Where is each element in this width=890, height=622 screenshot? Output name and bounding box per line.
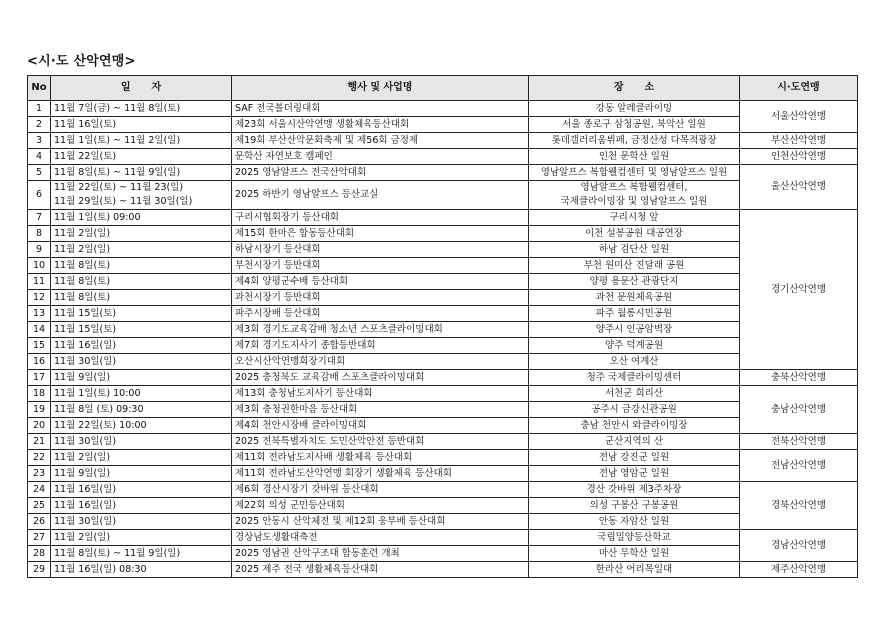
row-number: 16 — [28, 354, 51, 370]
table-row — [28, 546, 858, 562]
event-date — [51, 562, 232, 578]
table-row — [28, 402, 858, 418]
event-date — [51, 530, 232, 546]
row-number: 17 — [28, 370, 51, 386]
date-line: 11월 16일(일) 08:30 — [54, 563, 147, 575]
date-line: 11월 29일(토) ~ 11월 30일(일) — [54, 196, 193, 207]
event-date — [51, 322, 232, 338]
event-name: 제3회 경기도교육감배 청소년 스포츠클라이밍대회 — [232, 322, 529, 338]
event-name: 경상남도생활대축전 — [232, 530, 529, 546]
event-place — [529, 450, 740, 466]
place-line: 오산 여계산 — [609, 355, 659, 367]
place-line: 양주시 인공암벽장 — [595, 323, 673, 335]
place-line: 롯데갤러리움뷔페, 금정산성 다목적광장 — [551, 134, 717, 146]
row-number: 4 — [28, 149, 51, 165]
date-line: 11월 16일(일) — [54, 499, 117, 511]
table-row — [28, 290, 858, 306]
event-date — [51, 386, 232, 402]
event-name: 2025 전북특별자치도 도민산악안전 등반대회 — [232, 434, 529, 450]
place-line: 부천 원미산 진달래 공원 — [583, 259, 685, 271]
row-number: 6 — [28, 181, 51, 210]
event-place — [529, 133, 740, 149]
row-number: 8 — [28, 226, 51, 242]
table-row — [28, 133, 858, 149]
table-row — [28, 386, 858, 402]
event-date — [51, 498, 232, 514]
row-number: 10 — [28, 258, 51, 274]
table-row — [28, 242, 858, 258]
event-date — [51, 306, 232, 322]
table-row — [28, 181, 858, 210]
event-place — [529, 418, 740, 434]
date-line: 11월 1일(토) 10:00 — [54, 387, 141, 399]
table-row — [28, 466, 858, 482]
event-place — [529, 322, 740, 338]
place-line: 인천 문학산 일원 — [598, 150, 670, 162]
event-date — [51, 418, 232, 434]
federation-name: 충남산악연맹 — [740, 386, 858, 434]
place-line: 한라산 어리목일대 — [595, 563, 673, 575]
event-date — [51, 181, 232, 210]
event-name: 부천시장기 등반대회 — [232, 258, 529, 274]
event-date — [51, 290, 232, 306]
event-place — [529, 354, 740, 370]
federation-name: 제주산악연맹 — [740, 562, 858, 578]
place-line: 마산 무학산 일원 — [598, 547, 670, 559]
event-name: 문학산 자연보호 캠페인 — [232, 149, 529, 165]
table-row — [28, 530, 858, 546]
place-line: 파주 월롱시민공원 — [595, 307, 673, 319]
event-date — [51, 338, 232, 354]
event-place — [529, 338, 740, 354]
date-line: 11월 16일(일) — [54, 339, 117, 351]
place-line: 국제클라이밍장 및 영남알프스 일원 — [560, 196, 708, 207]
row-number: 7 — [28, 210, 51, 226]
col-header-no: No — [28, 76, 51, 101]
date-line: 11월 15일(토) — [54, 323, 117, 335]
date-line: 11월 7일(금) ~ 11월 8일(토) — [54, 102, 181, 114]
event-date — [51, 226, 232, 242]
row-number: 2 — [28, 117, 51, 133]
table-row — [28, 258, 858, 274]
row-number: 22 — [28, 450, 51, 466]
event-place — [529, 530, 740, 546]
place-line: 청주 국제클라이밍센터 — [586, 371, 682, 383]
place-line: 강동 알레클라이밍 — [595, 102, 673, 114]
row-number: 26 — [28, 514, 51, 530]
event-name: 2025 하반기 영남알프스 등산교실 — [232, 181, 529, 210]
table-row — [28, 450, 858, 466]
event-place — [529, 498, 740, 514]
event-name: 2025 영남권 산악구조대 합동훈련 개최 — [232, 546, 529, 562]
place-line: 영남알프스 복합웰컴센터 및 영남알프스 일원 — [540, 166, 728, 178]
date-line: 11월 1일(토) 09:00 — [54, 211, 141, 223]
event-name: 구리시협회장기 등산대회 — [232, 210, 529, 226]
federation-name: 충북산악연맹 — [740, 370, 858, 386]
event-name: 오산시산악연맹회장기대회 — [232, 354, 529, 370]
row-number: 12 — [28, 290, 51, 306]
row-number: 13 — [28, 306, 51, 322]
event-name: 과천시장기 등반대회 — [232, 290, 529, 306]
date-line: 11월 30일(일) — [54, 355, 117, 367]
date-line: 11월 15일(토) — [54, 307, 117, 319]
federation-name: 울산산악연맹 — [740, 165, 858, 210]
federation-name: 경기산악연맹 — [740, 210, 858, 370]
event-date — [51, 354, 232, 370]
place-line: 서울 종로구 삼청공원, 북악산 일원 — [562, 118, 706, 130]
event-date — [51, 466, 232, 482]
date-line: 11월 16일(토) — [54, 118, 117, 130]
col-header-org: 시·도연맹 — [740, 76, 858, 101]
row-number: 19 — [28, 402, 51, 418]
row-number: 15 — [28, 338, 51, 354]
event-place — [529, 434, 740, 450]
event-name: 제4회 천안시장배 클라이밍대회 — [232, 418, 529, 434]
date-line: 11월 30일(일) — [54, 435, 117, 447]
table-header-row — [28, 76, 858, 101]
event-name: 제13회 충청남도지사기 등산대회 — [232, 386, 529, 402]
date-line: 11월 2일(일) — [54, 243, 111, 255]
row-number: 25 — [28, 498, 51, 514]
row-number: 28 — [28, 546, 51, 562]
date-line: 11월 8일(토) — [54, 291, 111, 303]
event-place — [529, 101, 740, 117]
federation-name: 인천산악연맹 — [740, 149, 858, 165]
event-date — [51, 402, 232, 418]
federation-name: 부산산악연맹 — [740, 133, 858, 149]
event-date — [51, 258, 232, 274]
place-line: 영남알프스 복합웰컴센터, — [580, 182, 688, 193]
place-line: 공주시 금강신관공원 — [591, 403, 677, 415]
table-row — [28, 354, 858, 370]
place-line: 의성 구봉산 구봉공원 — [589, 499, 679, 511]
event-place — [529, 117, 740, 133]
date-line: 11월 8일(토) — [54, 275, 111, 287]
date-line: 11월 8일 (토) 09:30 — [54, 403, 144, 415]
place-line: 양평 용문산 관광단지 — [589, 275, 679, 287]
table-row — [28, 482, 858, 498]
row-number: 1 — [28, 101, 51, 117]
date-line: 11월 2일(일) — [54, 531, 111, 543]
event-place — [529, 562, 740, 578]
event-place — [529, 165, 740, 181]
table-row — [28, 274, 858, 290]
federation-name: 전남산악연맹 — [740, 450, 858, 482]
event-date — [51, 210, 232, 226]
event-name: 제11회 전라남도산악연맹 회장기 생활체육 등산대회 — [232, 466, 529, 482]
table-row — [28, 210, 858, 226]
row-number: 23 — [28, 466, 51, 482]
row-number: 9 — [28, 242, 51, 258]
event-date — [51, 450, 232, 466]
event-name: SAF 전국볼더링대회 — [232, 101, 529, 117]
table-row — [28, 434, 858, 450]
event-place — [529, 546, 740, 562]
event-date — [51, 101, 232, 117]
federation-name: 경북산악연맹 — [740, 482, 858, 530]
event-date — [51, 117, 232, 133]
table-row — [28, 498, 858, 514]
row-number: 20 — [28, 418, 51, 434]
event-name: 제23회 서울시산악연맹 생활체육등산대회 — [232, 117, 529, 133]
place-line: 충남 천안시 와클라이밍장 — [580, 419, 688, 431]
event-name: 제15회 한마은 합동등산대회 — [232, 226, 529, 242]
event-date — [51, 165, 232, 181]
place-line: 경산 갓바위 제3주차장 — [586, 483, 682, 495]
row-number: 18 — [28, 386, 51, 402]
event-place — [529, 149, 740, 165]
event-place — [529, 242, 740, 258]
table-row — [28, 322, 858, 338]
place-line: 하남 검단산 일원 — [598, 243, 670, 255]
place-line: 안동 자암산 일원 — [598, 515, 670, 527]
date-line: 11월 2일(일) — [54, 227, 111, 239]
table-row — [28, 562, 858, 578]
event-place — [529, 482, 740, 498]
table-row — [28, 418, 858, 434]
row-number: 29 — [28, 562, 51, 578]
date-line: 11월 9일(일) — [54, 467, 111, 479]
event-place — [529, 181, 740, 210]
event-name: 2025 충청북도 교육감배 스포츠클라이밍대회 — [232, 370, 529, 386]
place-line: 서천군 희리산 — [604, 387, 664, 399]
date-line: 11월 30일(일) — [54, 515, 117, 527]
event-place — [529, 370, 740, 386]
event-name: 제6회 경산시장기 갓바위 등산대회 — [232, 482, 529, 498]
event-place — [529, 226, 740, 242]
event-place — [529, 290, 740, 306]
place-line: 전남 영암군 일원 — [598, 467, 670, 479]
row-number: 27 — [28, 530, 51, 546]
table-row — [28, 165, 858, 181]
event-date — [51, 149, 232, 165]
table-row — [28, 370, 858, 386]
event-name: 파주시장배 등산대회 — [232, 306, 529, 322]
event-place — [529, 402, 740, 418]
event-place — [529, 466, 740, 482]
date-line: 11월 16일(일) — [54, 483, 117, 495]
date-line: 11월 8일(토) — [54, 259, 111, 271]
event-place — [529, 258, 740, 274]
event-date — [51, 482, 232, 498]
row-number: 14 — [28, 322, 51, 338]
date-line: 11월 22일(토) — [54, 150, 117, 162]
event-place — [529, 514, 740, 530]
row-number: 5 — [28, 165, 51, 181]
section-heading: <시·도 산악연맹> — [27, 54, 136, 69]
table-row — [28, 101, 858, 117]
event-place — [529, 274, 740, 290]
event-date — [51, 546, 232, 562]
place-line: 양주 덕계공원 — [604, 339, 664, 351]
date-line: 11월 8일(토) ~ 11월 9일(일) — [54, 547, 181, 559]
place-line: 이천 설봉공원 대공연장 — [585, 227, 683, 239]
row-number: 3 — [28, 133, 51, 149]
place-line: 과천 문원체육공원 — [595, 291, 673, 303]
event-name: 제22회 의성 군민등산대회 — [232, 498, 529, 514]
event-name: 제7회 경기도지사기 종합등반대회 — [232, 338, 529, 354]
date-line: 11월 8일(토) ~ 11월 9일(일) — [54, 166, 181, 178]
place-line: 구리시청 앞 — [609, 211, 659, 223]
table-row — [28, 338, 858, 354]
place-line: 전남 강진군 일원 — [598, 451, 670, 463]
event-name: 제4회 양평군수배 등산대회 — [232, 274, 529, 290]
place-line: 국립밀양등산학교 — [597, 531, 671, 543]
event-name: 제11회 전라남도지사배 생활체육 등산대회 — [232, 450, 529, 466]
event-date — [51, 434, 232, 450]
row-number: 21 — [28, 434, 51, 450]
event-date — [51, 514, 232, 530]
date-line: 11월 2일(일) — [54, 451, 111, 463]
federation-name: 서울산악연맹 — [740, 101, 858, 133]
row-number: 11 — [28, 274, 51, 290]
date-line: 11월 1일(토) ~ 11월 2일(일) — [54, 134, 181, 146]
row-number: 24 — [28, 482, 51, 498]
date-line: 11월 9일(일) — [54, 371, 111, 383]
table-row — [28, 117, 858, 133]
federation-name: 경남산악연맹 — [740, 530, 858, 562]
event-place — [529, 386, 740, 402]
event-date — [51, 133, 232, 149]
table-row — [28, 226, 858, 242]
table-row — [28, 514, 858, 530]
table-row — [28, 149, 858, 165]
place-line: 군산지역의 산 — [604, 435, 664, 447]
event-name: 2025 안동시 산악체전 및 제12회 웅부배 등산대회 — [232, 514, 529, 530]
event-place — [529, 306, 740, 322]
date-line: 11월 22일(토) 10:00 — [54, 419, 147, 431]
federation-name: 전북산악연맹 — [740, 434, 858, 450]
event-name: 제3회 충청권한마음 등산대회 — [232, 402, 529, 418]
event-place — [529, 210, 740, 226]
date-line: 11월 22일(토) ~ 11월 23(일) — [54, 182, 184, 193]
col-header-place: 장 소 — [529, 76, 740, 101]
event-date — [51, 242, 232, 258]
col-header-event: 행사 및 사업명 — [232, 76, 529, 101]
event-name: 하남시장기 등산대회 — [232, 242, 529, 258]
event-date — [51, 370, 232, 386]
event-name: 2025 영남알프스 전국산악대회 — [232, 165, 529, 181]
event-name: 제19회 부산산악문화축제 및 제56회 금정제 — [232, 133, 529, 149]
col-header-date: 일 자 — [51, 76, 232, 101]
event-date — [51, 274, 232, 290]
table-row — [28, 306, 858, 322]
schedule-table — [27, 75, 858, 578]
event-name: 2025 제주 전국 생활체육등산대회 — [232, 562, 529, 578]
